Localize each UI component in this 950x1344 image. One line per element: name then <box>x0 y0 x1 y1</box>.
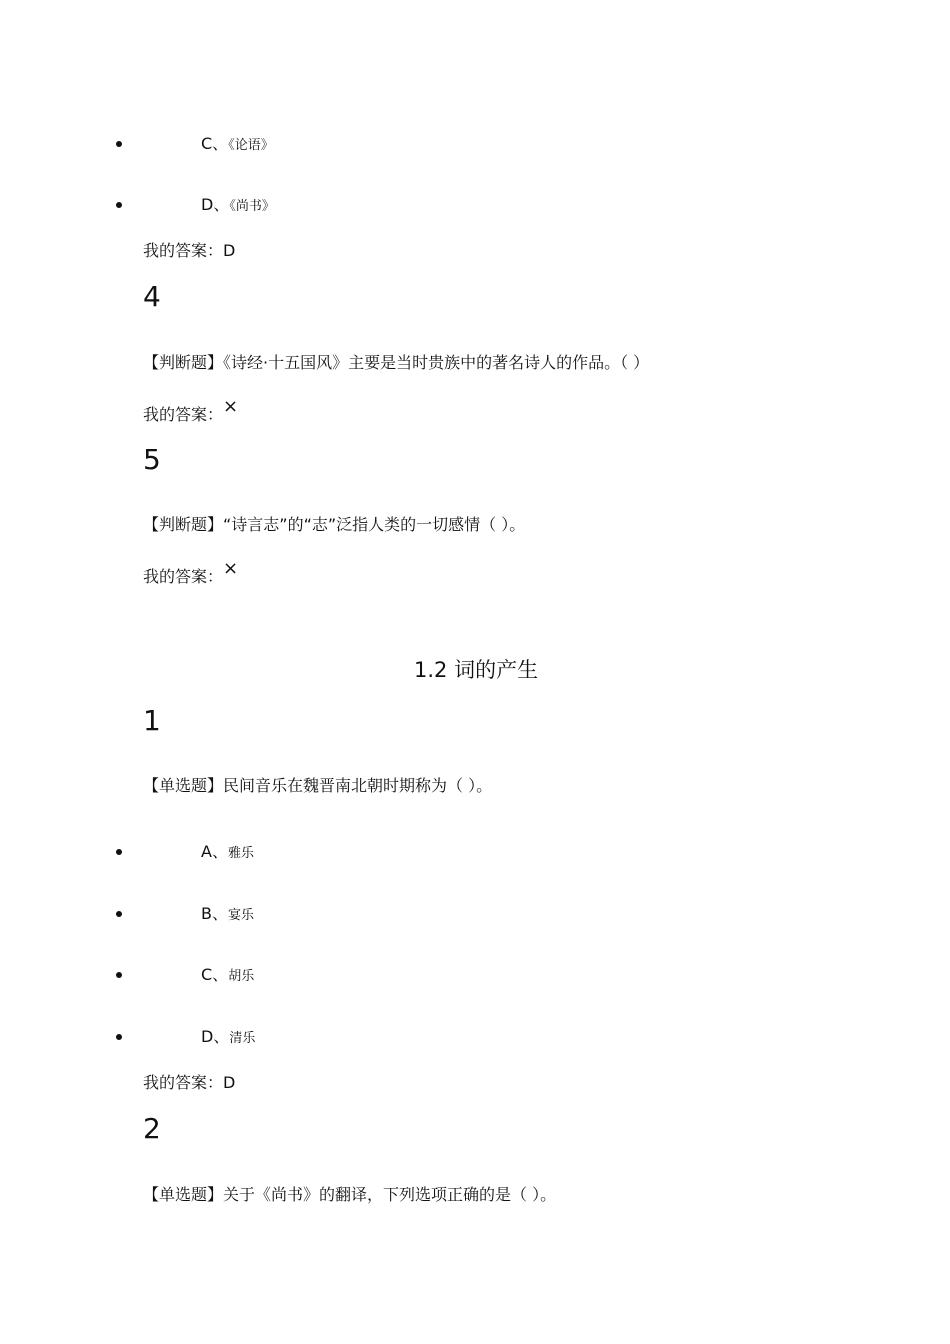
list-bullet <box>116 972 122 978</box>
option-text: 清乐 <box>229 1031 256 1046</box>
answer-value: D <box>223 1073 236 1092</box>
question-number: 1 <box>143 704 161 737</box>
question-text: 【单选题】民间音乐在魏晋南北朝时期称为（ ）。 <box>143 776 493 795</box>
option-text: 宴乐 <box>227 908 254 923</box>
section-title: 1.2 词的产生 <box>414 658 539 682</box>
question-number: 5 <box>143 443 161 476</box>
my-answer <box>143 1070 235 1093</box>
answer-value: × <box>223 396 239 417</box>
option-a <box>201 839 254 862</box>
option-text: 《论语》 <box>228 138 274 153</box>
list-bullet <box>116 1034 122 1040</box>
option-text: 胡乐 <box>228 969 255 984</box>
list-bullet <box>116 911 122 917</box>
option-letter: D、 <box>201 1027 230 1046</box>
question-text: 【单选题】关于《尚书》的翻译，下列选项正确的是（ ）。 <box>143 1185 557 1204</box>
option-letter: C、 <box>201 134 229 153</box>
option-letter: B、 <box>201 904 228 923</box>
answer-label: 我的答案： <box>143 1073 224 1092</box>
answer-label: 我的答案： <box>143 405 224 424</box>
answer-label: 我的答案： <box>143 567 224 586</box>
question-text: 【判断题】《诗经·十五国风》主要是当时贵族中的著名诗人的作品。（ ） <box>143 353 650 372</box>
question-number: 2 <box>143 1112 161 1145</box>
option-letter: A、 <box>201 842 228 861</box>
answer-value: D <box>223 241 236 260</box>
answer-value: × <box>223 558 239 579</box>
option-b <box>201 901 254 924</box>
my-answer <box>143 238 235 261</box>
option-c <box>201 131 274 154</box>
answer-label: 我的答案： <box>143 241 224 260</box>
option-letter: D、 <box>201 195 230 214</box>
option-d <box>201 192 275 215</box>
list-bullet <box>116 141 122 147</box>
question-number: 4 <box>143 280 161 313</box>
option-c <box>201 962 254 985</box>
option-letter: C、 <box>201 965 229 984</box>
option-d <box>201 1024 255 1047</box>
my-answer <box>143 558 239 587</box>
my-answer <box>143 396 239 425</box>
list-bullet <box>116 849 122 855</box>
option-text: 《尚书》 <box>229 199 275 214</box>
question-text: 【判断题】“诗言志”的“志”泛指人类的一切感情（ ）。 <box>143 515 526 534</box>
list-bullet <box>116 202 122 208</box>
option-text: 雅乐 <box>227 846 254 861</box>
